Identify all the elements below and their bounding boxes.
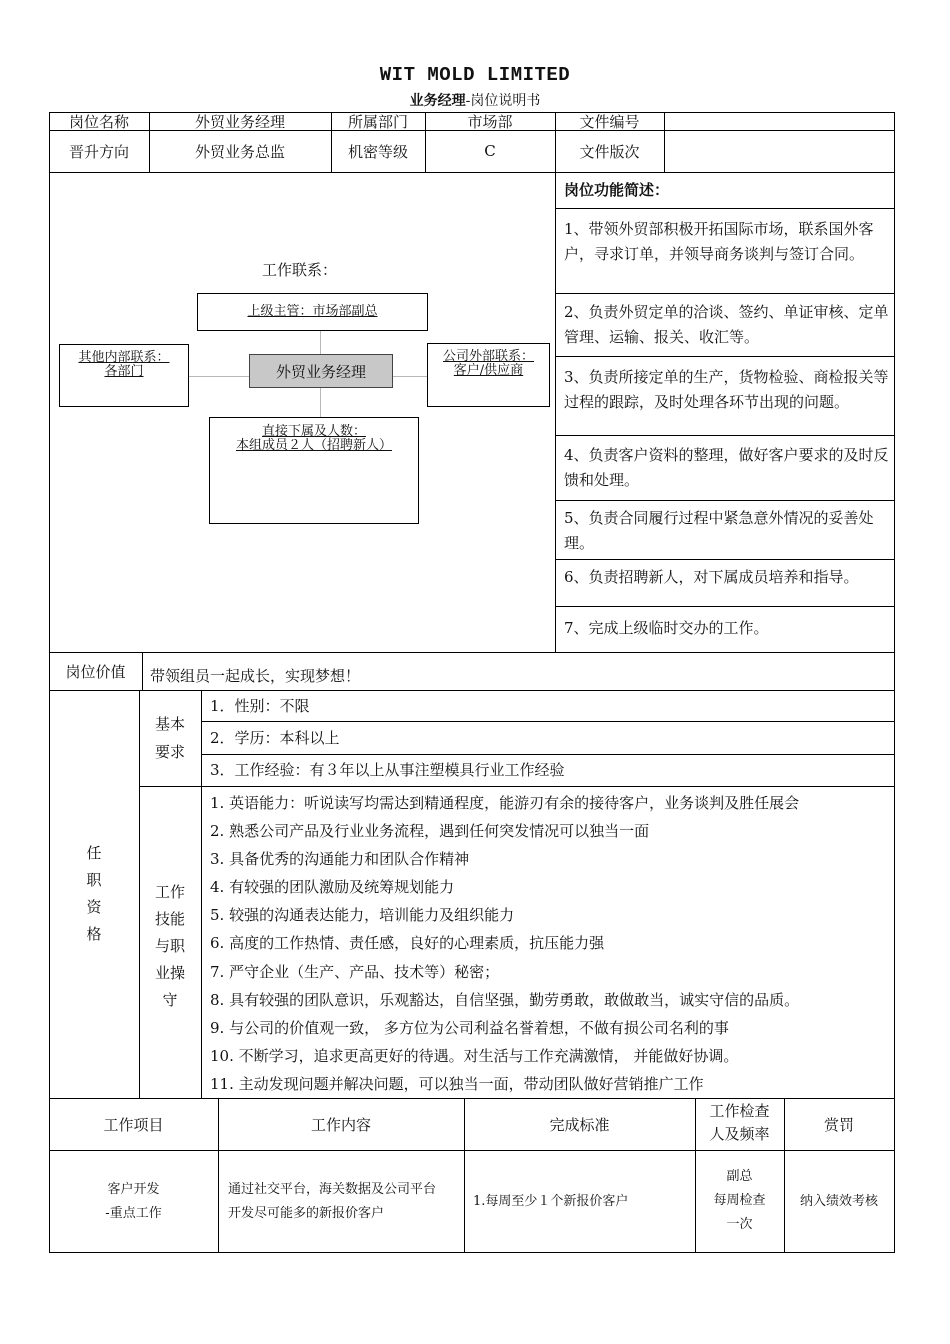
qualification-label — [49, 840, 139, 948]
skill-item: 9. 与公司的价值观一致， 多方位为公司利益名誉着想，不做有损公司名利的事 — [210, 1018, 729, 1037]
info-value-version — [664, 130, 894, 172]
basic-item: 2．学历：本科以上 — [210, 729, 340, 747]
skill-item: 4. 有较强的团队激励及统筹规划能力 — [210, 878, 455, 897]
org-internal-line2: 各部门 — [104, 364, 144, 379]
info-value-promotion: 外贸业务总监 — [194, 142, 285, 161]
org-center-label: 外贸业务经理 — [275, 362, 366, 381]
skill-item: 5. 较强的沟通表达能力，培训能力及组织能力 — [210, 906, 515, 925]
org-superior-label: 上级主管：市场部副总 — [247, 304, 378, 319]
skills-label-line: 技能 — [154, 910, 185, 928]
skills-label-line: 工作 — [154, 883, 185, 901]
info-value-doc-number — [664, 112, 894, 130]
qual-label-char: 职 — [86, 871, 102, 889]
info-label-promotion: 晋升方向 — [68, 142, 129, 161]
org-internal-box — [59, 344, 189, 407]
basic-label-line: 要求 — [154, 743, 185, 761]
org-center-box — [249, 354, 393, 388]
basic-label-line: 基本 — [154, 715, 185, 733]
work-header-standard: 完成标准 — [549, 1115, 610, 1134]
basic-item: 3．工作经验：有３年以上从事注塑模具行业工作经验 — [210, 761, 565, 779]
skill-item: 3. 具备优秀的沟通能力和团队合作精神 — [210, 850, 470, 869]
work-row-check — [695, 1165, 784, 1237]
org-caption: 工作联系： — [262, 261, 338, 279]
skill-item: 1. 英语能力：听说读写均需达到精通程度，能游刃有余的接待客户，业务谈判及胜任展会 — [210, 794, 800, 812]
skills-label — [139, 879, 201, 1014]
org-external-line2: 客户/供应商 — [453, 363, 524, 378]
functions-heading: 岗位功能简述： — [564, 181, 670, 199]
company-title: WIT MOLD LIMITED — [379, 64, 571, 86]
work-row-item — [49, 1178, 218, 1226]
work-check-line: 每周检查 — [713, 1193, 766, 1208]
work-content-line: 通过社交平台，海关数据及公司平台 — [228, 1182, 437, 1197]
org-internal-line1: 其他内部联系： — [78, 350, 170, 365]
work-header-reward: 赏罚 — [823, 1115, 854, 1134]
skills-label-line: 守 — [162, 991, 178, 1009]
skills-list — [210, 789, 890, 1098]
org-external-box — [427, 343, 550, 407]
work-check-line: 副总 — [726, 1169, 753, 1184]
work-row-standard: 1.每周至少１个新报价客户 — [473, 1194, 629, 1209]
skill-item: 2. 熟悉公司产品及行业业务流程，遇到任何突发情况可以独当一面 — [210, 822, 650, 841]
work-row-reward: 纳入绩效考核 — [799, 1194, 878, 1209]
work-header-check-line: 工作检查 — [709, 1102, 770, 1120]
subtitle-rest: -岗位说明书 — [465, 93, 541, 109]
function-item: 2、负责外贸定单的洽谈、签约、单证审核、定单管理、运输、报关、收汇等。 — [564, 303, 889, 346]
work-check-line: 一次 — [726, 1217, 753, 1232]
skills-label-line: 业操 — [154, 964, 185, 982]
skill-item: 7. 严守企业（生产、产品、技术等）秘密； — [210, 962, 500, 981]
work-header-item: 工作项目 — [103, 1115, 164, 1134]
work-content-line: 开发尽可能多的新报价客户 — [228, 1206, 385, 1221]
function-item: 1、带领外贸部积极开拓国际市场，联系国外客户，寻求订单，并领导商务谈判与签订合同。 — [564, 220, 874, 263]
org-superior-box — [197, 293, 428, 331]
qual-label-char: 资 — [86, 898, 102, 916]
qual-label-char: 格 — [86, 925, 102, 943]
value-text: 带领组员一起成长，实现梦想！ — [150, 667, 361, 685]
skill-item: 10. 不断学习，追求更高更好的待遇。对生活与工作充满激情， 并能做好协调。 — [210, 1046, 739, 1065]
work-item-line: -重点工作 — [105, 1206, 162, 1221]
work-header-content: 工作内容 — [310, 1115, 371, 1134]
basic-requirements-label — [139, 710, 201, 766]
work-item-line: 客户开发 — [107, 1182, 160, 1197]
skill-item: 6. 高度的工作热情、责任感，良好的心理素质，抗压能力强 — [210, 934, 605, 953]
info-value-secrecy: C — [484, 142, 496, 160]
skills-label-line: 与职 — [154, 937, 185, 955]
function-item: 4、负责客户资料的整理，做好客户要求的及时反馈和处理。 — [564, 446, 889, 489]
info-label-version: 文件版次 — [579, 142, 640, 161]
info-label-department: 所属部门 — [347, 112, 408, 131]
skill-item: 11. 主动发现问题并解决问题，可以独当一面，带动团队做好营销推广工作 — [210, 1074, 704, 1093]
function-item: 6、负责招聘新人，对下属成员培养和指导。 — [564, 568, 859, 586]
subtitle-bold: 业务经理 — [409, 93, 466, 109]
function-item: 5、负责合同履行过程中紧急意外情况的妥善处理。 — [564, 509, 874, 552]
org-sub-line1: 直接下属及人数： — [261, 424, 366, 439]
function-item: 3、负责所接定单的生产，货物检验、商检报关等过程的跟踪，及时处理各环节出现的问题。 — [564, 368, 889, 411]
org-external-line1: 公司外部联系： — [442, 349, 534, 364]
work-row-content — [228, 1178, 464, 1226]
org-subordinate-box — [209, 417, 419, 524]
info-value-department: 市场部 — [467, 112, 513, 131]
info-label-position: 岗位名称 — [68, 112, 129, 131]
document-subtitle — [0, 90, 950, 110]
qual-label-char: 任 — [86, 844, 102, 862]
function-item: 7、完成上级临时交办的工作。 — [564, 619, 769, 637]
org-sub-line2: 本组成员２人（招聘新人） — [235, 438, 392, 453]
info-value-position: 外贸业务经理 — [194, 112, 285, 131]
work-header-check — [695, 1100, 784, 1146]
skill-item: 8. 具有较强的团队意识，乐观豁达，自信坚强，勤劳勇敢，敢做敢当，诚实守信的品质。 — [210, 990, 800, 1009]
info-label-doc-number: 文件编号 — [579, 112, 640, 131]
work-header-check-line: 人及频率 — [709, 1125, 770, 1143]
value-label: 岗位价值 — [65, 662, 126, 681]
info-label-secrecy: 机密等级 — [347, 142, 408, 161]
basic-item: 1．性别：不限 — [210, 697, 310, 715]
